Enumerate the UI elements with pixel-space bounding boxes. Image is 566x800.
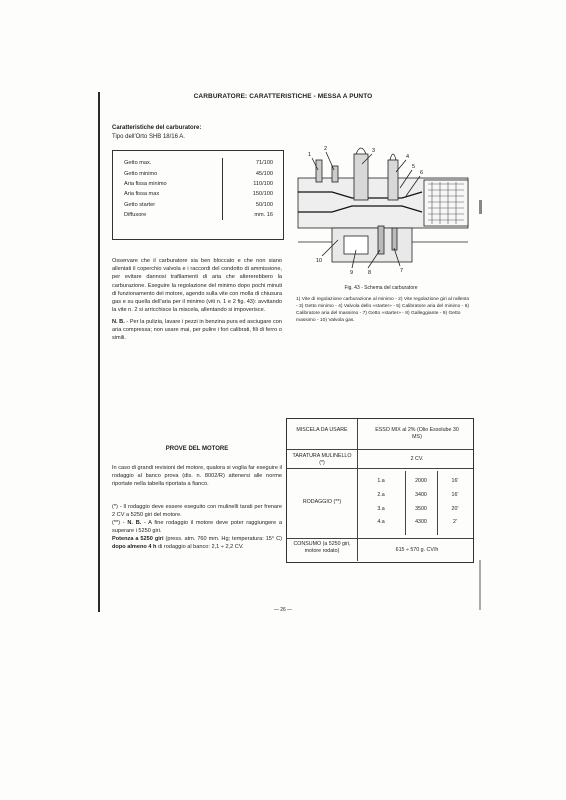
column-divider [405,471,406,535]
column-divider [357,419,358,561]
callout-8: 8 [368,270,372,276]
figure-caption: Fig. 43 - Schema del carburatore [344,285,418,291]
spec-value: 50/100 [255,201,273,208]
spec-label: Aria fissa minimo [124,179,223,189]
consumo-value: 615 ÷ 570 g. CV/h [395,547,439,553]
leader-line [326,152,334,170]
duration: 20' [451,506,459,512]
engine-note-2 [112,519,282,535]
rpm: 3400 [415,492,427,498]
phase: 2.a [377,492,385,498]
duration: 16' [451,478,459,484]
idle-jet [392,228,397,250]
power-label: Potenza a 5250 giri [112,536,164,542]
power-value: di rodaggio al banco: 2,1 ÷ 2,2 CV. [156,544,244,551]
note-text: - A fine rodaggio il motore deve poter raggiungere a superare i 5250 giri. [112,520,282,535]
phase: 3.a [377,506,385,512]
spec-row [124,179,275,189]
engine-note-1: (*) - Il rodaggio deve essere eseguito con mulinelli tarati per frenare 2 CV a 5250 giri del motore. [112,504,282,519]
page-title: CARBURATORE: CARATTERISTICHE - MESSA A PUNTO [193,93,373,100]
valve-spring [356,148,366,154]
engine-test-heading: PROVE DEL MOTORE [165,446,229,452]
spec-row [124,158,275,168]
spec-label: Diffusore [124,210,223,220]
spec-label: Getto starter [124,200,223,210]
spec-value: 71/100 [255,160,273,167]
page-number: — 26 — [273,607,293,613]
spec-label: Aria fissa max [124,189,223,199]
carburetor-paragraph: Osservare che il carburatore sia ben bloccato e che non siano allentati il coperchio valvola e i raccordi del condotto di ammissione, per evitare dannosi trafilamenti di aria che altererebbero la carburazione. Eseguire la regolazione del minimo dopo pochi minuti di funzionamento del motore, agendo sulla vite con molla di chiusura gas e su quella dell'aria per il minimo (viti n. 1 e 2 fig. 43): avvitando la vite n. 2 si arricchisce la miscela, allentando si impoverisce. [112,258,282,314]
starter-valve [388,160,398,200]
rodaggio-label: RODAGGIO (**) [302,499,342,505]
note-nb: N. B. [127,520,142,526]
callout-6: 6 [420,170,424,176]
main-jet [378,226,384,254]
air-filter [424,180,468,226]
power-conditions: (press. atm. 760 mm. Hg; temperatura: 15° C) [163,536,282,542]
throttle-valve [354,154,368,200]
nb-label: N. B. [112,319,125,325]
rpm: 2000 [415,478,427,484]
rpm: 3500 [415,506,427,512]
figure-legend: 1) Vite di regolazione carburazione al minimo - 2) Vite regolazione giri al rallento - 3) Getto minimo - 4) Valvola dello «starter» - 5) Calibratore aria del minimo - 6) Calibratore aria del massimo - 7) Getto «starter» - 8) Galleggiante - 9) Getto massimo - 10) Valvola gas. [296,297,470,323]
left-margin-bar [98,92,100,612]
cleaning-note [112,318,282,343]
starter-spring [390,154,396,160]
spec-value: 150/100 [252,191,273,198]
spec-value: 45/100 [255,170,273,177]
spec-row [124,168,275,178]
callout-4: 4 [406,154,410,160]
phase: 4.a [377,519,385,525]
column-divider [437,471,438,535]
spec-row [124,210,275,220]
callout-1: 1 [308,152,312,158]
note-prefix: (**) - [112,520,128,526]
run-in-table [286,418,474,563]
edge-mark [479,200,482,214]
spec-row [124,200,275,210]
engine-paragraph: In caso di grandi revisioni del motore, qualora si voglia far eseguire il rodaggio al banco prova (dis. n. 8002/R) attenersi alle norme riportate nella tabella riportata a fianco. [112,465,282,488]
spec-label: Getto max. [124,158,223,168]
carburetor-heading: Caratteristiche del carburatore: [112,125,202,131]
idle-screw [316,160,322,182]
rpm: 4300 [415,519,427,525]
callout-5: 5 [412,164,416,170]
power-duration: dopo almeno 4 h [112,544,157,551]
callout-9: 9 [350,270,354,276]
power-paragraph [112,535,282,551]
taratura-value: 2 CV. [410,456,424,462]
callout-10: 10 [316,258,323,264]
duration: 2' [453,519,457,525]
spec-row [124,189,275,199]
phase: 1.a [377,478,385,484]
duration: 16' [451,492,459,498]
callout-3: 3 [372,148,376,154]
taratura-label: TARATURA MULINELLO (*) [292,453,352,466]
miscela-label: MISCELA DA USARE [296,427,348,433]
miscela-value: ESSO MIX al 2% (Olio Essolube 30 MS) [375,427,459,440]
spec-value: mm. 16 [254,212,273,219]
spec-value: 110/100 [253,180,273,187]
carburetor-type: Tipo dell'Orto SHB 18/16 A. [112,134,185,140]
consumo-label: CONSUMO (a 5250 giri, motore rodato) [293,541,351,554]
carburetor-schematic [292,140,476,282]
carburetor-spec-table [112,150,284,240]
edge-mark [479,560,481,610]
spec-label: Getto minimo [124,168,223,178]
callout-7: 7 [400,268,404,274]
callout-2: 2 [324,146,328,152]
nb-text: - Per la pulizia, lavare i pezzi in benzina pura ed asciugare con aria compressa; non usare mai, per pulire i fori calibrati, fili di ferro o simili. [112,319,282,342]
